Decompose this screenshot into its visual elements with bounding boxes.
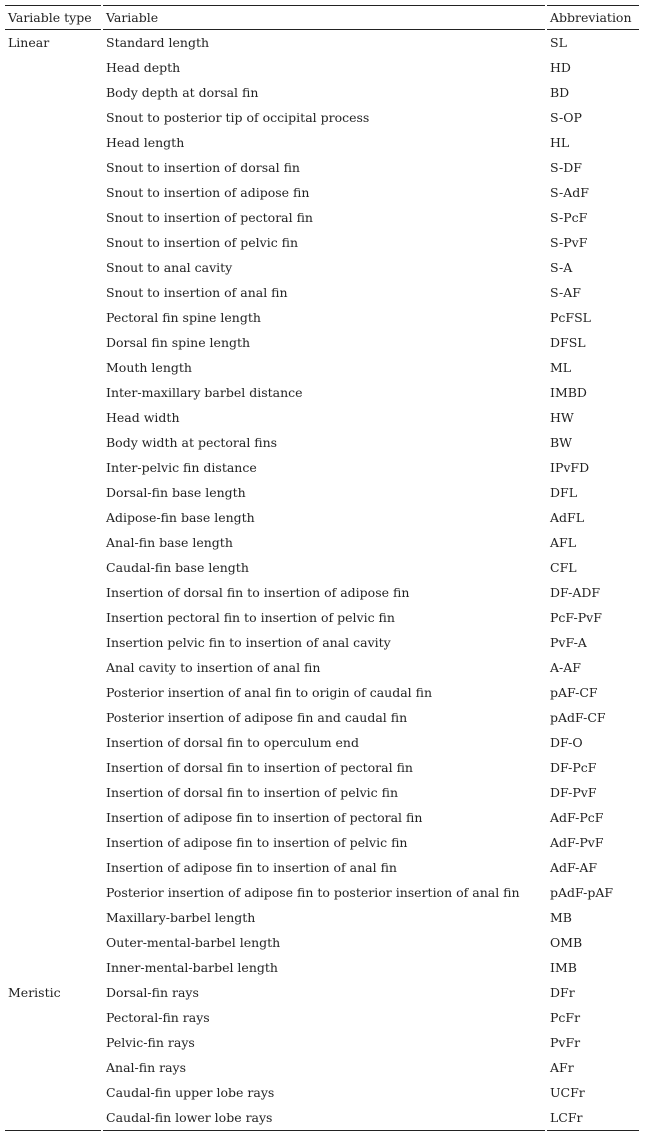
variable-type-cell [5,330,101,355]
abbreviation-cell: LCFr [547,1105,639,1131]
table-row [5,980,639,1005]
table-row [5,55,639,80]
abbreviation-cell: S-AF [550,285,581,300]
header-abbreviation: Abbreviation [547,5,639,30]
variable-type-cell [5,605,101,630]
abbreviation-cell: DFr [550,985,575,1000]
table-row [5,255,639,280]
variable-type-cell [5,80,101,105]
variable-cell: Snout to posterior tip of occipital process [106,110,370,125]
abbreviation-cell: BD [550,85,570,100]
abbreviation-cell: DF-PcF [550,760,597,775]
variable-type-cell [5,380,101,405]
table-row [5,780,639,805]
variable-cell: Insertion of dorsal fin to operculum end [106,735,359,750]
table-row [5,1030,639,1055]
abbreviation-cell: BW [550,435,573,450]
variable-type-cell [5,55,101,80]
abbreviation-cell: S-PvF [550,235,588,250]
abbreviation-cell: PvF-A [550,635,587,650]
table-row [5,555,639,580]
abbreviation-cell: OMB [550,935,583,950]
variable-type-cell [5,1105,101,1131]
abbreviation-cell: AdF-AF [550,860,598,875]
table-row [5,480,639,505]
abbreviation-cell: DF-PvF [550,785,597,800]
variable-type-cell [5,855,101,880]
abbreviation-cell: DFSL [550,335,586,350]
header-row [5,5,639,30]
variable-type-cell [5,130,101,155]
table-row [5,130,639,155]
variable-cell: Anal cavity to insertion of anal fin [106,660,321,675]
table-row [5,1105,639,1131]
variable-type-cell [5,280,101,305]
variable-type-cell [5,830,101,855]
variable-cell: Dorsal fin spine length [106,335,251,350]
variable-type-cell [5,630,101,655]
variable-type-cell [5,230,101,255]
abbreviation-cell: HW [550,410,574,425]
table-row [5,705,639,730]
variable-cell: Head length [106,135,185,150]
variable-cell: Snout to insertion of dorsal fin [106,160,300,175]
variable-cell: Posterior insertion of anal fin to origin of caudal fin [106,685,433,700]
variable-type-cell: Meristic [8,985,61,1000]
variable-cell: Snout to insertion of adipose fin [106,185,310,200]
variable-type-cell [5,505,101,530]
abbreviation-cell: PcF-PvF [550,610,602,625]
variable-cell: Snout to insertion of pectoral fin [106,210,313,225]
variable-cell: Anal-fin rays [106,1060,187,1075]
variable-cell: Insertion of adipose fin to insertion of anal fin [106,860,397,875]
variable-cell: Caudal-fin lower lobe rays [103,1105,545,1131]
table-header [5,5,639,30]
variable-cell: Insertion pectoral fin to insertion of pelvic fin [106,610,395,625]
variable-type-cell [5,555,101,580]
abbreviation-cell: PcFSL [550,310,591,325]
abbreviation-cell: CFL [550,560,577,575]
abbreviation-cell: IMB [550,960,577,975]
abbreviation-cell: PcFr [550,1010,581,1025]
table-body [5,30,639,1131]
abbreviation-cell: UCFr [550,1085,585,1100]
variable-cell: Posterior insertion of adipose fin to posterior insertion of anal fin [106,885,520,900]
variable-cell: Head width [106,410,180,425]
table-row [5,805,639,830]
variable-cell: Dorsal-fin rays [106,985,199,1000]
variable-type-cell [5,880,101,905]
variable-cell: Caudal-fin upper lobe rays [106,1085,275,1100]
table-row [5,30,639,55]
variable-cell: Adipose-fin base length [106,510,255,525]
table-row [5,680,639,705]
table-row [5,455,639,480]
variable-type-cell [5,255,101,280]
table-row [5,580,639,605]
variable-cell: Snout to insertion of anal fin [106,285,288,300]
abbreviation-cell: pAdF-CF [550,710,606,725]
table-row [5,1005,639,1030]
table-row [5,905,639,930]
variable-type-cell [5,730,101,755]
variable-cell: Dorsal-fin base length [106,485,246,500]
variable-type-cell [5,155,101,180]
variable-cell: Maxillary-barbel length [106,910,256,925]
abbreviation-cell: AdF-PvF [550,835,604,850]
table-row [5,655,639,680]
abbreviation-cell: DFL [550,485,577,500]
variable-type-cell [5,1030,101,1055]
variable-type-cell [5,705,101,730]
variable-type-cell [5,580,101,605]
table-row [5,955,639,980]
variable-cell: Insertion of dorsal fin to insertion of pectoral fin [106,760,413,775]
table-row [5,180,639,205]
table-row [5,105,639,130]
variable-type-cell [5,755,101,780]
abbreviation-cell: S-A [550,260,573,275]
table-row [5,155,639,180]
variable-cell: Pectoral fin spine length [106,310,261,325]
table-row [5,1055,639,1080]
variable-type-cell [5,180,101,205]
table-row [5,430,639,455]
abbreviation-cell: IPvFD [550,460,590,475]
table-row [5,330,639,355]
abbreviation-cell: MB [550,910,572,925]
abbreviation-cell: A-AF [550,660,581,675]
variable-type-cell [5,455,101,480]
variable-type-cell [5,805,101,830]
variable-cell: Snout to anal cavity [106,260,233,275]
abbreviation-cell: S-DF [550,160,582,175]
variable-cell: Inter-pelvic fin distance [106,460,257,475]
table-row [5,605,639,630]
abbreviation-cell: IMBD [550,385,587,400]
variable-cell: Insertion of dorsal fin to insertion of pelvic fin [106,785,399,800]
table-row [5,230,639,255]
header-variable-type: Variable type [5,5,101,30]
variable-type-cell [5,655,101,680]
abbreviation-cell: S-OP [550,110,582,125]
table-row [5,930,639,955]
variable-type-cell [5,305,101,330]
table-row [5,630,639,655]
variable-cell: Pectoral-fin rays [106,1010,210,1025]
variable-cell: Head depth [106,60,181,75]
abbreviation-cell: DF-ADF [550,585,601,600]
variable-type-cell [5,480,101,505]
header-variable: Variable [103,5,545,30]
abbreviation-cell: HD [550,60,571,75]
variable-type-cell [5,355,101,380]
variable-type-cell [5,530,101,555]
table-row [5,530,639,555]
variable-type-cell [5,405,101,430]
table-row [5,80,639,105]
variable-cell: Insertion of dorsal fin to insertion of adipose fin [106,585,410,600]
table-row [5,1080,639,1105]
variable-cell: Snout to insertion of pelvic fin [106,235,299,250]
table-row [5,355,639,380]
variable-type-cell [5,430,101,455]
table-row [5,880,639,905]
variable-cell: Body depth at dorsal fin [106,85,259,100]
table-row [5,505,639,530]
table-row [5,830,639,855]
variable-type-cell [5,1080,101,1105]
variable-type-cell [5,905,101,930]
variable-type-cell [5,680,101,705]
abbreviation-cell: HL [550,135,570,150]
variable-type-cell [5,955,101,980]
table-row [5,755,639,780]
table-row [5,730,639,755]
variable-cell: Inter-maxillary barbel distance [106,385,303,400]
table-row [5,380,639,405]
variable-type-cell [5,205,101,230]
variable-cell: Insertion of adipose fin to insertion of pectoral fin [106,810,423,825]
variable-cell: Caudal-fin base length [106,560,249,575]
table-row [5,305,639,330]
table-row [5,855,639,880]
abbreviation-cell: S-PcF [550,210,588,225]
variable-cell: Insertion of adipose fin to insertion of pelvic fin [106,835,408,850]
variable-cell: Insertion pelvic fin to insertion of anal cavity [106,635,391,650]
variable-type-cell [5,1055,101,1080]
variable-cell: Posterior insertion of adipose fin and caudal fin [106,710,408,725]
table-row [5,280,639,305]
variable-cell: Mouth length [106,360,192,375]
abbreviation-cell: ML [550,360,572,375]
table-row [5,405,639,430]
abbreviation-cell: AFr [550,1060,574,1075]
abbreviation-cell: SL [550,35,567,50]
abbreviation-cell: pAdF-pAF [550,885,614,900]
abbreviation-cell: AdF-PcF [550,810,604,825]
variable-cell: Pelvic-fin rays [106,1035,195,1050]
table-row [5,205,639,230]
variable-cell: Inner-mental-barbel length [106,960,278,975]
abbreviation-cell: DF-O [550,735,583,750]
abbreviation-cell: AdFL [550,510,585,525]
variable-cell: Body width at pectoral fins [106,435,278,450]
variable-cell: Standard length [106,35,210,50]
abbreviation-cell: S-AdF [550,185,589,200]
variable-type-cell [5,930,101,955]
abbreviation-cell: AFL [550,535,577,550]
variable-cell: Outer-mental-barbel length [106,935,281,950]
abbreviation-cell: pAF-CF [550,685,598,700]
variables-table [3,5,641,1131]
variable-type-cell [5,1005,101,1030]
abbreviation-cell: PvFr [550,1035,581,1050]
variable-type-cell: Linear [8,35,50,50]
variable-cell: Anal-fin base length [106,535,233,550]
variable-type-cell [5,105,101,130]
variable-type-cell [5,780,101,805]
